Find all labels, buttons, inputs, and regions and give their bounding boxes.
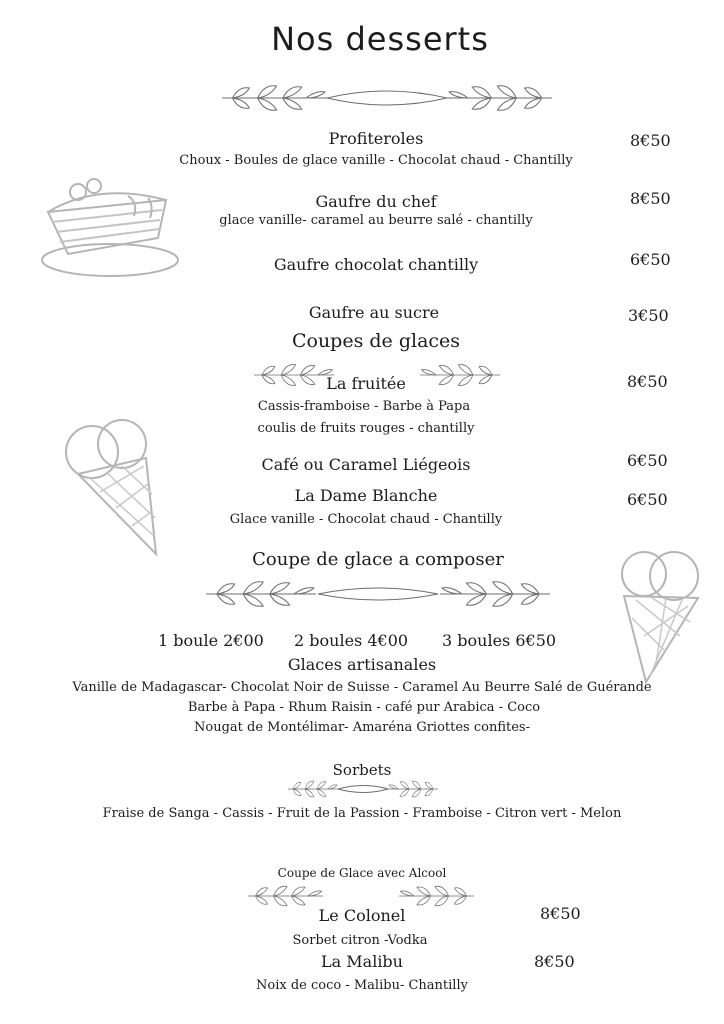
section-heading-sorbets: Sorbets [332, 761, 392, 779]
compose-option: 3 boules 6€50 [442, 631, 557, 650]
coupe-price: 6€50 [627, 451, 668, 470]
coupe-price: 6€50 [627, 490, 668, 509]
dessert-desc: Choux - Boules de glace vanille - Chocolat chaud - Chantilly [179, 153, 573, 168]
dessert-name: Gaufre au sucre [308, 303, 440, 322]
alcool-name: Le Colonel [318, 906, 406, 925]
dessert-price: 8€50 [630, 131, 671, 150]
dessert-price: 3€50 [628, 306, 669, 325]
dessert-desc: glace vanille- caramel au beurre salé - chantilly [219, 213, 533, 228]
alcool-price: 8€50 [534, 952, 575, 971]
sorbet-list: Fraise de Sanga - Cassis - Fruit de la Passion - Framboise - Citron vert - Melon [102, 806, 622, 821]
flavor-line: Nougat de Montélimar- Amaréna Griottes confites- [193, 720, 531, 735]
coupe-price: 8€50 [627, 372, 668, 391]
section-heading-alcool: Coupe de Glace avec Alcool [277, 866, 447, 880]
section-heading-artisanal: Glaces artisanales [287, 655, 437, 674]
flavor-line: Barbe à Papa - Rhum Raisin - café pur Arabica - Coco [187, 700, 541, 715]
alcool-desc: Noix de coco - Malibu- Chantilly [256, 978, 468, 993]
leaf-branch-ornament-icon [206, 572, 550, 616]
compose-option: 1 boule 2€00 [158, 631, 264, 650]
compose-option: 2 boules 4€00 [294, 631, 409, 650]
leaf-branch-ornament-icon [222, 76, 552, 120]
leaf-branch-ornament-icon [288, 776, 438, 804]
ice-cream-cone-icon [60, 408, 170, 558]
alcool-name: La Malibu [321, 952, 403, 971]
alcool-desc: Sorbet citron -Vodka [292, 933, 428, 948]
dessert-name: Profiteroles [328, 129, 424, 148]
dessert-name: Gaufre du chef [315, 192, 437, 211]
dessert-price: 6€50 [630, 250, 671, 269]
coupe-desc: Glace vanille - Chocolat chaud - Chantilly [229, 512, 503, 527]
alcool-price: 8€50 [540, 904, 581, 923]
flavor-line: Vanille de Madagascar- Chocolat Noir de Suisse - Caramel Au Beurre Salé de Guérande [72, 680, 652, 695]
coupe-name: La fruitée [326, 374, 406, 393]
coupe-desc: coulis de fruits rouges - chantilly [257, 421, 475, 436]
dessert-name: Gaufre chocolat chantilly [273, 255, 479, 274]
dessert-price: 8€50 [630, 189, 671, 208]
section-heading-coupes: Coupes de glaces [291, 330, 461, 352]
coupe-name: La Dame Blanche [294, 486, 438, 505]
cake-slice-icon [38, 172, 186, 282]
section-heading-compose: Coupe de glace a composer [252, 549, 504, 570]
page-title: Nos desserts [271, 20, 489, 58]
coupe-desc: Cassis-framboise - Barbe à Papa [257, 399, 471, 414]
ice-cream-cone-icon [616, 536, 706, 686]
coupe-name: Café ou Caramel Liégeois [261, 455, 471, 474]
